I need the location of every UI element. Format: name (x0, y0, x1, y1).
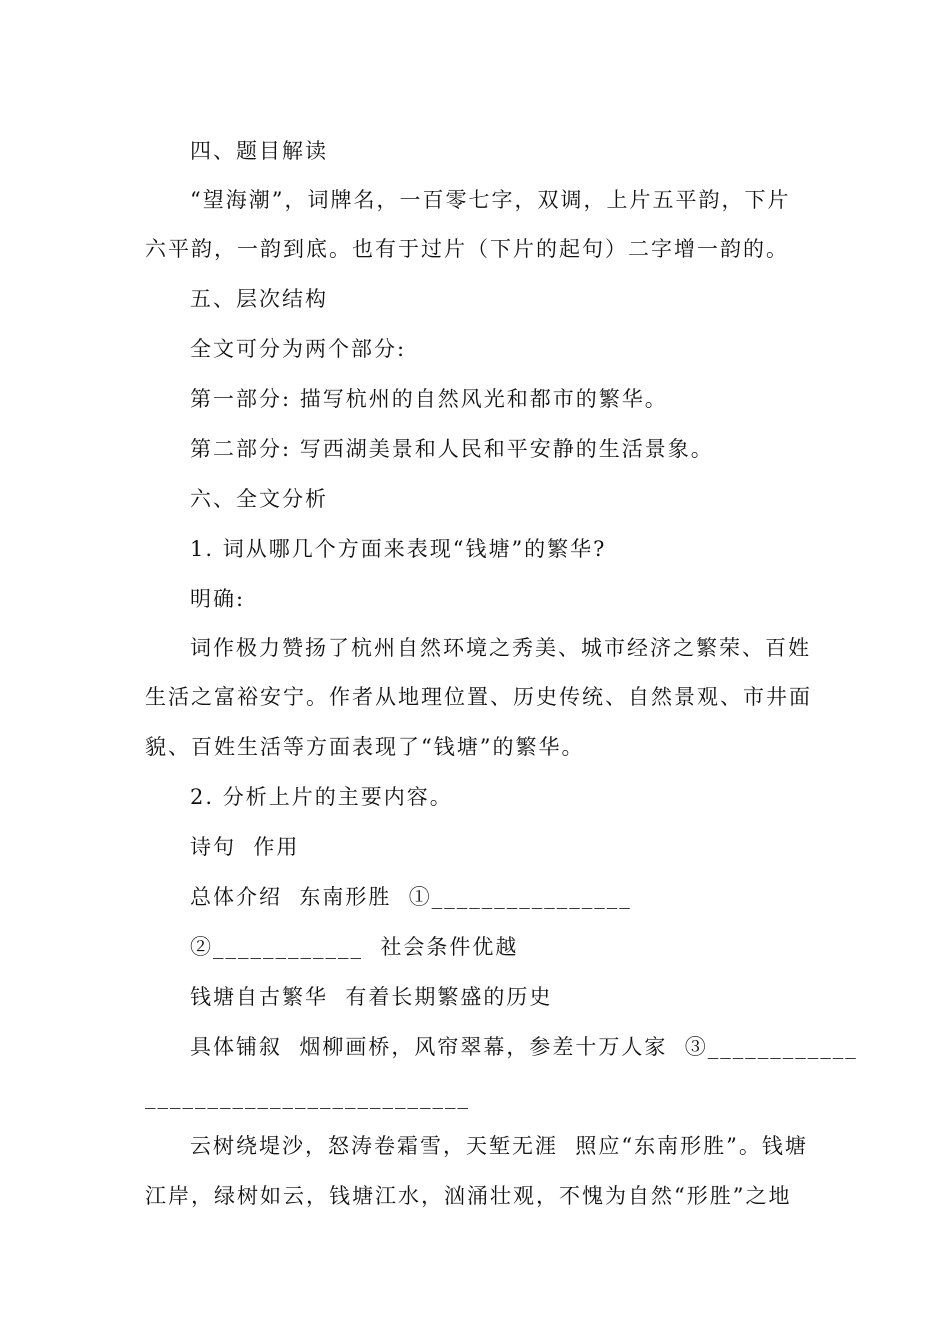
paragraph-line: 六平韵，一韵到底。也有于过片（下片的起句）二字增一韵的。 (145, 237, 789, 261)
table-row-line: 云树绕堤沙，怒涛卷霜雪，天堑无涯 照应“东南形胜”。钱塘 (190, 1134, 808, 1158)
paragraph-line: “望海潮”，词牌名，一百零七字，双调，上片五平韵，下片 (190, 188, 791, 212)
table-row-line: ②____________ 社会条件优越 (190, 935, 519, 959)
question-1: 1. 词从哪几个方面来表现“钱塘”的繁华? (190, 537, 607, 561)
section-heading-5: 五、层次结构 (190, 287, 328, 311)
question-2: 2. 分析上片的主要内容。 (190, 785, 453, 809)
paragraph-line: 词作极力赞扬了杭州自然环境之秀美、城市经济之繁荣、百姓 (190, 636, 811, 660)
paragraph-line: 第二部分: 写西湖美景和人民和平安静的生活景象。 (190, 437, 714, 461)
paragraph-line: 第一部分: 描写杭州的自然风光和都市的繁华。 (190, 387, 668, 411)
table-row-line: 具体铺叙 烟柳画桥，风帘翠幕，参差十万人家 ③____________ (190, 1035, 858, 1059)
table-header-line: 诗句 作用 (190, 835, 300, 859)
paragraph-line: 貌、百姓生活等方面表现了“钱塘”的繁华。 (145, 735, 585, 759)
paragraph-line: 全文可分为两个部分: (190, 337, 407, 361)
table-row-line: 总体介绍 东南形胜 ①________________ (190, 885, 632, 909)
table-row-line: __________________________ (145, 1085, 470, 1109)
table-row-line: 江岸，绿树如云，钱塘江水，汹涌壮观，不愧为自然“形胜”之地 (145, 1184, 792, 1208)
answer-label: 明确: (190, 587, 246, 611)
section-heading-4: 四、题目解读 (190, 139, 328, 163)
paragraph-line: 生活之富裕安宁。作者从地理位置、历史传统、自然景观、市井面 (145, 685, 812, 709)
section-heading-6: 六、全文分析 (190, 487, 328, 511)
table-row-line: 钱塘自古繁华 有着长期繁盛的历史 (190, 985, 553, 1009)
